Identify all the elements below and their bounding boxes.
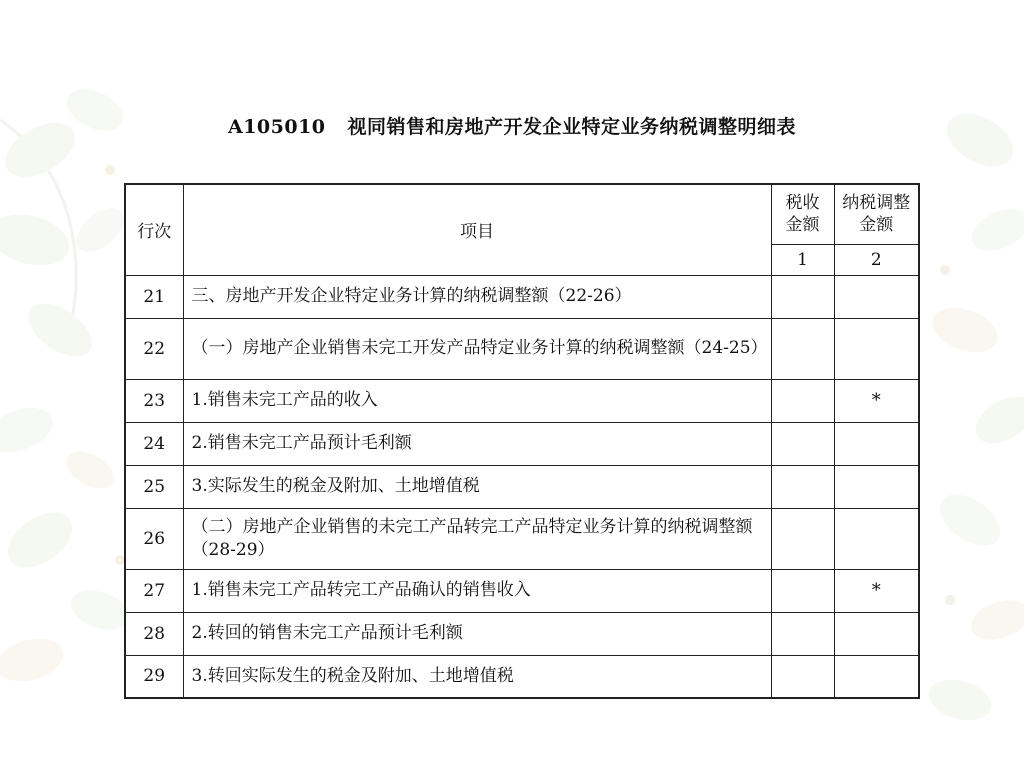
row-number: 29	[125, 655, 183, 698]
adjustment-amount-cell[interactable]	[834, 465, 919, 508]
tax-amount-cell[interactable]	[771, 508, 834, 569]
adjustment-amount-cell[interactable]	[834, 612, 919, 655]
row-item: （二）房地产企业销售的未完工产品转完工产品特定业务计算的纳税调整额（28-29）	[183, 508, 771, 569]
table-row	[125, 655, 919, 698]
adjustment-amount-cell[interactable]	[834, 318, 919, 379]
row-number: 21	[125, 275, 183, 318]
row-item: 3.实际发生的税金及附加、土地增值税	[183, 465, 771, 508]
row-item: 1.销售未完工产品的收入	[183, 379, 771, 422]
tax-amount-cell[interactable]	[771, 465, 834, 508]
row-number: 24	[125, 422, 183, 465]
row-item: 1.销售未完工产品转完工产品确认的销售收入	[183, 569, 771, 612]
tax-amount-cell[interactable]	[771, 612, 834, 655]
adjustment-amount-cell[interactable]	[834, 655, 919, 698]
row-number: 28	[125, 612, 183, 655]
form-name: 视同销售和房地产开发企业特定业务纳税调整明细表	[347, 116, 797, 138]
adjustment-amount-cell[interactable]: *	[834, 379, 919, 422]
adjustment-amount-cell[interactable]	[834, 275, 919, 318]
row-number: 22	[125, 318, 183, 379]
adjustment-amount-cell[interactable]: *	[834, 569, 919, 612]
tax-amount-cell[interactable]	[771, 655, 834, 698]
row-item: 三、房地产开发企业特定业务计算的纳税调整额（22-26）	[183, 275, 771, 318]
header-adjustment-amount: 纳税调整金额	[834, 184, 919, 244]
table-row	[125, 275, 919, 318]
tax-amount-cell[interactable]	[771, 318, 834, 379]
adjustment-amount-cell[interactable]	[834, 508, 919, 569]
table-row	[125, 465, 919, 508]
column-number-1: 1	[771, 244, 834, 275]
row-number: 23	[125, 379, 183, 422]
row-number: 27	[125, 569, 183, 612]
tax-amount-cell[interactable]	[771, 569, 834, 612]
table-row	[125, 422, 919, 465]
form-code: A105010	[227, 116, 326, 138]
adjustment-detail-table	[124, 183, 920, 699]
form-title	[0, 112, 1024, 139]
tax-amount-cell[interactable]	[771, 275, 834, 318]
header-row-number: 行次	[125, 184, 183, 275]
table-row	[125, 379, 919, 422]
row-item: 3.转回实际发生的税金及附加、土地增值税	[183, 655, 771, 698]
row-number: 26	[125, 508, 183, 569]
tax-amount-cell[interactable]	[771, 422, 834, 465]
tax-amount-cell[interactable]	[771, 379, 834, 422]
row-item: 2.转回的销售未完工产品预计毛利额	[183, 612, 771, 655]
table-row	[125, 508, 919, 569]
header-tax-amount: 税收金额	[771, 184, 834, 244]
table-row	[125, 569, 919, 612]
row-item: 2.销售未完工产品预计毛利额	[183, 422, 771, 465]
row-item: （一）房地产企业销售未完工开发产品特定业务计算的纳税调整额（24-25）	[183, 318, 771, 379]
adjustment-amount-cell[interactable]	[834, 422, 919, 465]
table-row	[125, 612, 919, 655]
header-item: 项目	[183, 184, 771, 275]
row-number: 25	[125, 465, 183, 508]
table-row	[125, 318, 919, 379]
table-header-row	[125, 184, 919, 244]
column-number-2: 2	[834, 244, 919, 275]
